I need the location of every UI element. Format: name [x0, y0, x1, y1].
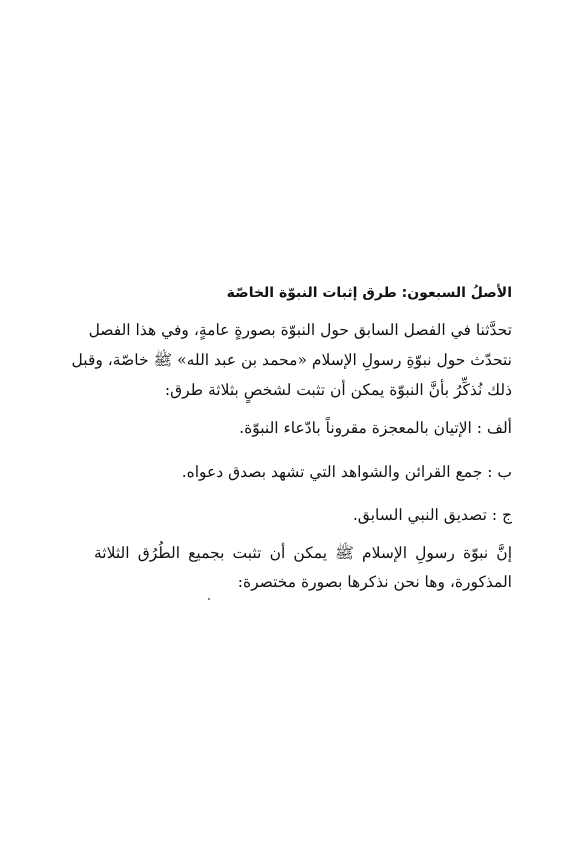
paragraph1-line-1: تحدَّثنا في الفصل السابق حول النبوّة بصورةٍ عامةٍ، وفي هذا الفصل [88, 321, 512, 339]
method-alef: ألف : الإتيان بالمعجزة مقروناً بادّعاء النبوّة. [239, 419, 512, 437]
paragraph2-line-1: إنَّ نبوّة رسولِ الإسلام ﷺ يمكن أن تثبت بجميع الطُرُق الثلاثة [94, 544, 512, 562]
paragraph2-line-2: المذكورة، وها نحن نذكرها بصورة مختصرة: [237, 573, 512, 591]
method-ba: ب : جمع القرائن والشواهد التي تشهد بصدق دعواه. [181, 463, 512, 481]
paragraph1-line-2: نتحدّث حول نبوّةِ رسولِ الإسلام «محمد بن عبد الله» ﷺ خاصّة، وقبل [71, 351, 512, 369]
method-jim: ج : تصديق النبي السابق. [352, 506, 512, 524]
paragraph1-line-3: ذلك نُذكِّرُ بأنَّ النبوّة يمكن أن تثبت لشخصٍ بثلاثة طرق: [164, 381, 512, 399]
scan-speck [208, 598, 210, 600]
section-heading: الأصلُ السبعون: طرق إثبات النبوّة الخاصّة [226, 285, 512, 301]
